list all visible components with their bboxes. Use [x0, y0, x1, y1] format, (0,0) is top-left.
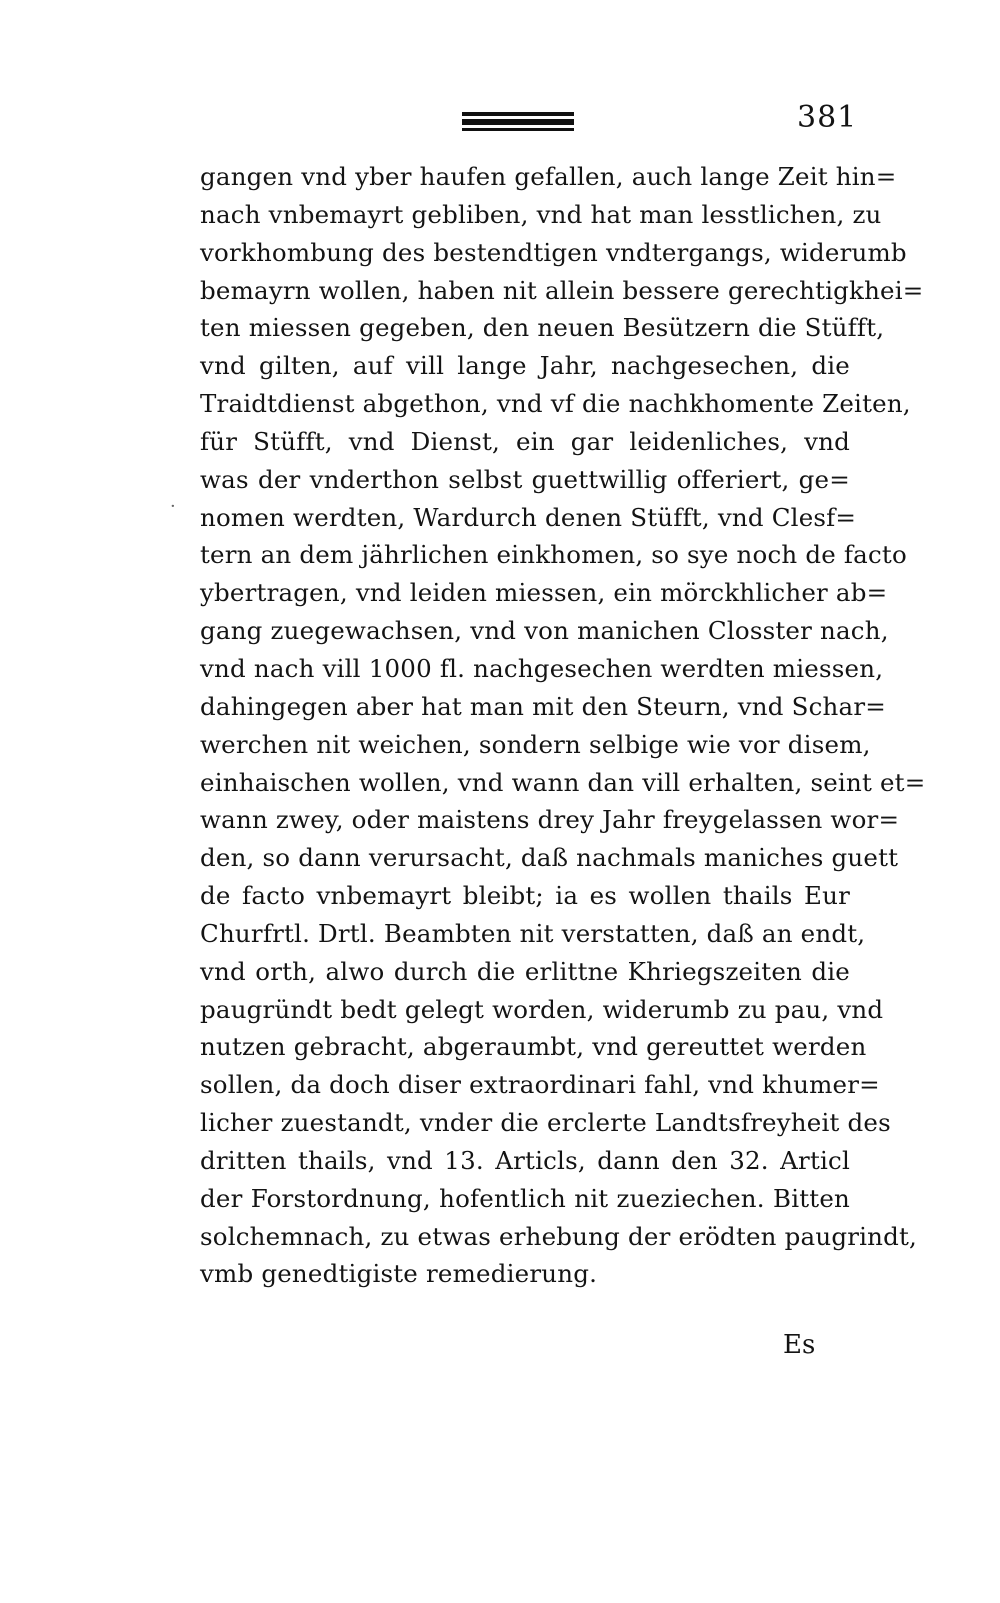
text-line: solchemnach, zu etwas erhebung der erödten paugrindt, [200, 1221, 918, 1251]
text-line: vnd gilten, auf vill lange Jahr, nachgesechen, die [200, 351, 850, 381]
text-line: nach vnbemayrt gebliben, vnd hat man lesstlichen, zu [200, 199, 882, 229]
text-line: den, so dann verursacht, daß nachmals maniches guett [200, 843, 899, 873]
text-line: paugründt bedt gelegt worden, widerumb zu pau, vnd [200, 994, 884, 1024]
margin-mark: · [170, 496, 176, 517]
text-line: Churfrtl. Drtl. Beambten nit verstatten, daß an endt, [200, 918, 866, 948]
body-text [200, 158, 926, 1293]
text-line: tern an dem jährlichen einkhomen, so sye noch de facto [200, 540, 907, 570]
text-line: gang zuegewachsen, vnd von manichen Closster nach, [200, 616, 889, 646]
text-line: vnd orth, alwo durch die erlittne Khriegszeiten die [200, 956, 850, 986]
text-line: nomen werdten, Wardurch denen Stüfft, vnd Clesf= [200, 502, 857, 532]
text-line: dritten thails, vnd 13. Articls, dann den 32. Articl [200, 1145, 850, 1175]
text-line: ybertragen, vnd leiden miessen, ein mörckhlicher ab= [200, 578, 888, 608]
text-line: einhaischen wollen, vnd wann dan vill erhalten, seint et= [200, 767, 926, 797]
text-line: gangen vnd yber haufen gefallen, auch lange Zeit hin= [200, 162, 897, 191]
text-line: de facto vnbemayrt bleibt; ia es wollen thails Eur [200, 881, 850, 911]
catchword: Es [783, 1330, 816, 1360]
text-line: was der vnderthon selbst guettwillig offeriert, ge= [200, 464, 850, 494]
text-line: bemayrn wollen, haben nit allein bessere gerechtigkhei= [200, 275, 924, 305]
text-line: vmb genedtigiste remedierung. [200, 1259, 598, 1289]
text-line: nutzen gebracht, abgeraumbt, vnd gereuttet werden [200, 1032, 867, 1062]
text-line: werchen nit weichen, sondern selbige wie vor disem, [200, 729, 871, 759]
text-line: dahingegen aber hat man mit den Steurn, vnd Schar= [200, 691, 886, 721]
text-line: der Forstordnung, hofentlich nit zueziechen. Bitten [200, 1183, 850, 1213]
text-line: sollen, da doch diser extraordinari fahl, vnd khumer= [200, 1070, 880, 1100]
text-line: für Stüfft, vnd Dienst, ein gar leidenliches, vnd [200, 426, 850, 456]
text-line: wann zwey, oder maistens drey Jahr freygelassen wor= [200, 805, 900, 835]
text-line: ten miessen gegeben, den neuen Besützern die Stüfft, [200, 313, 885, 343]
text-line: vnd nach vill 1000 fl. nachgesechen werdten miessen, [200, 653, 884, 683]
text-line: vorkhombung des bestendtigen vndtergangs, widerumb [200, 237, 907, 267]
text-line: Traidtdienst abgethon, vnd vf die nachkhomente Zeiten, [200, 389, 911, 419]
header-rule [462, 112, 574, 134]
text-line: licher zuestandt, vnder die erclerte Landtsfreyheit des [200, 1108, 891, 1138]
page-number: 381 [797, 100, 858, 135]
